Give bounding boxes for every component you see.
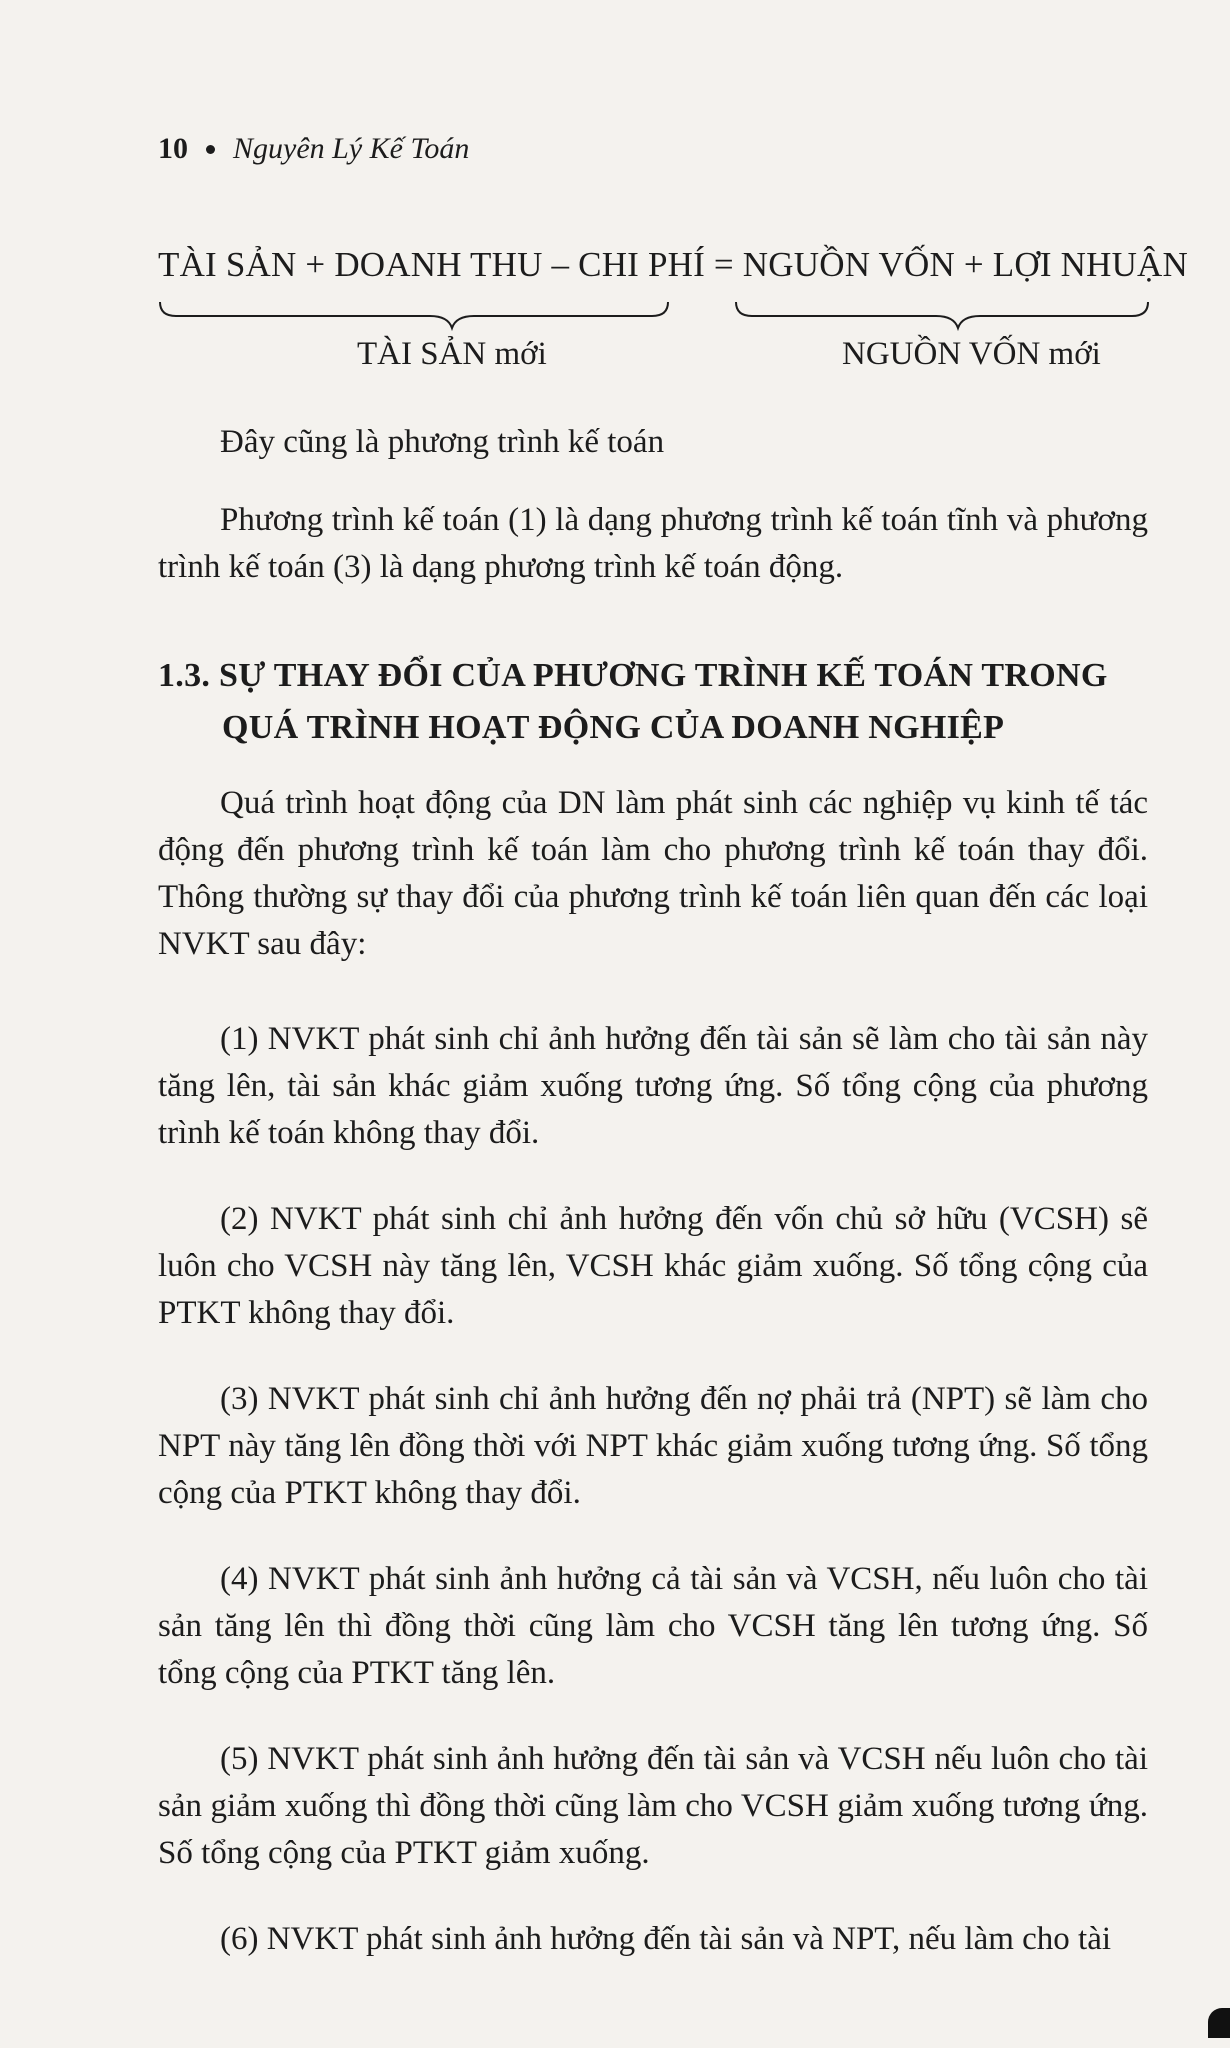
list-item-5: (5) NVKT phát sinh ảnh hưởng đến tài sản và VCSH nếu luôn cho tài sản giảm xuống thì đồng thời cũng làm cho VCSH giảm xuống tương ứng. Số tổng cộng của PTKT giảm xuống. xyxy=(158,1741,1148,1871)
book-title: Nguyên Lý Kế Toán xyxy=(233,132,470,165)
left-underbrace xyxy=(160,302,668,328)
list-item-3: (3) NVKT phát sinh chỉ ảnh hưởng đến nợ phải trả (NPT) sẽ làm cho NPT này tăng lên đồng thời với NPT khác giảm xuống tương ứng. Số tổng cộng của PTKT không thay đổi. xyxy=(158,1381,1148,1511)
page-number: 10 xyxy=(158,132,188,165)
paragraph-static-dynamic: Phương trình kế toán (1) là dạng phương trình kế toán tĩnh và phương trình kế toán (3) là dạng phương trình kế toán động. xyxy=(158,502,1148,585)
list-item-1: (1) NVKT phát sinh chỉ ảnh hưởng đến tài sản sẽ làm cho tài sản này tăng lên, tài sản khác giảm xuống tương ứng. Số tổng cộng của phương trình kế toán không thay đổi. xyxy=(158,1021,1148,1151)
paragraph-intro: Quá trình hoạt động của DN làm phát sinh các nghiệp vụ kinh tế tác động đến phương trình kế toán làm cho phương trình kế toán thay đổi. Thông thường sự thay đổi của phương trình kế toán liên quan đến các loại NVKT sau đây: xyxy=(158,785,1148,962)
new-capital-label: NGUỒN VỐN mới xyxy=(842,336,1101,372)
list-item-6: (6) NVKT phát sinh ảnh hưởng đến tài sản và NPT, nếu làm cho tài xyxy=(220,1921,1112,1957)
section-heading-line1: 1.3. SỰ THAY ĐỔI CỦA PHƯƠNG TRÌNH KẾ TOÁN TRONG xyxy=(158,657,1108,694)
list-item-2: (2) NVKT phát sinh chỉ ảnh hưởng đến vốn chủ sở hữu (VCSH) sẽ luôn cho VCSH này tăng lên, VCSH khác giảm xuống. Số tổng cộng của PTKT không thay đổi. xyxy=(158,1201,1148,1331)
page-corner-mark xyxy=(1208,2008,1230,2038)
paragraph-equation-note: Đây cũng là phương trình kế toán xyxy=(220,424,665,460)
right-underbrace xyxy=(736,302,1148,328)
list-item-4: (4) NVKT phát sinh ảnh hưởng cả tài sản và VCSH, nếu luôn cho tài sản tăng lên thì đồng thời cũng làm cho VCSH tăng lên tương ứng. Số tổng cộng của PTKT tăng lên. xyxy=(158,1561,1148,1691)
new-assets-label: TÀI SẢN mới xyxy=(357,336,547,372)
section-heading-line2: QUÁ TRÌNH HOẠT ĐỘNG CỦA DOANH NGHIỆP xyxy=(222,709,1005,746)
section-heading xyxy=(158,650,1158,754)
accounting-equation: TÀI SẢN + DOANH THU – CHI PHÍ = NGUỒN VỐN + LỢI NHUẬN xyxy=(158,245,1189,284)
underbraces xyxy=(0,0,1230,340)
